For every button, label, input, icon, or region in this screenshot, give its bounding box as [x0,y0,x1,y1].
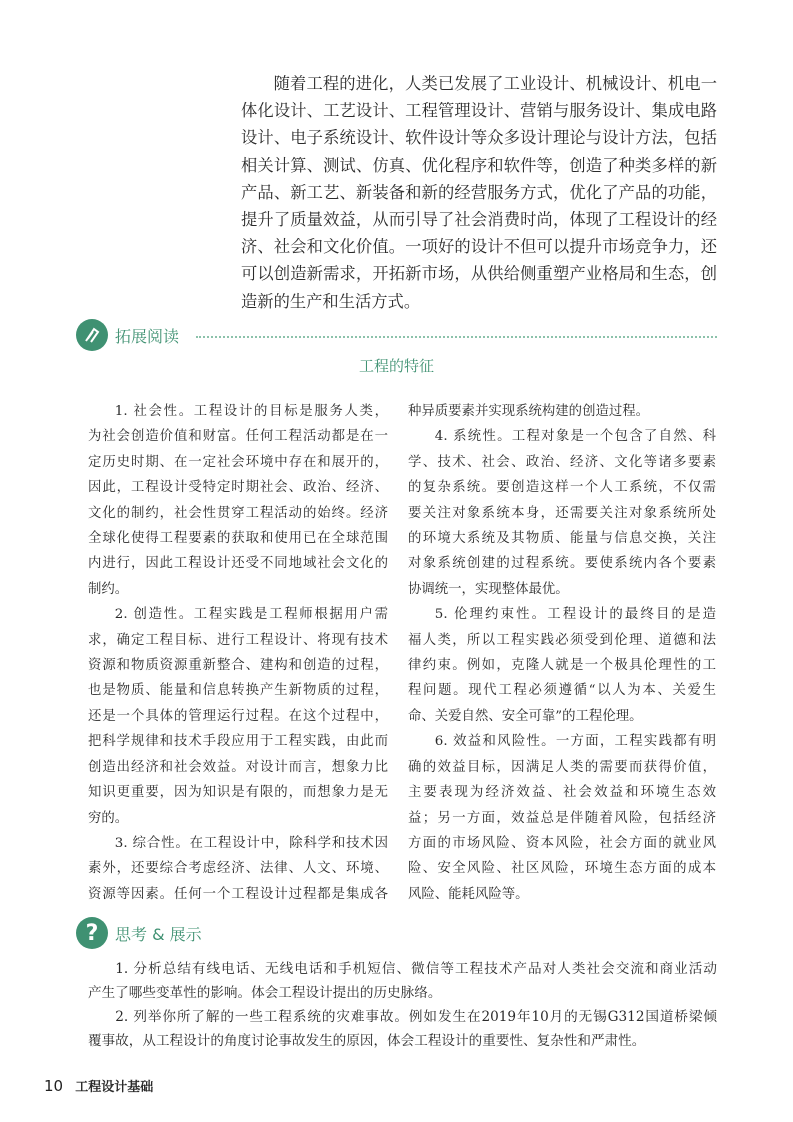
text-line: 济、社会和文化价值。一项好的设计不但可以提升市场竞争力，还 [241,237,717,257]
text-line: 内进行，因此工程设计还受不同地域社会文化的 [88,556,388,572]
text-line: 也是物质、能量和信息转换产生新物质的过程， [88,683,388,699]
text-line: 对象系统创建的过程系统。要使系统内各个要素 [408,556,716,572]
paragraph [88,399,388,602]
text-line: 福人类，所以工程实践必须受到伦理、道德和法 [408,632,716,648]
text-line: 险、安全风险、社区风险，环境生态方面的成本 [408,861,716,877]
text-line: 随着工程的进化，人类已发展了工业设计、机械设计、机电一 [273,74,717,93]
text-line: 产生了哪些变革性的影响。体会工程设计提出的历史脉络。 [88,985,442,1001]
text-line: 种异质要素并实现系统构建的创造过程。 [408,404,650,419]
text-line: 知识更重要，因为知识是有限的，而想象力是无 [88,785,388,801]
paragraph [88,1005,717,1053]
text-line: 文化的制约，社会性贯穿工程活动的始终。经济 [88,505,388,521]
text-line: 协调统一，实现整体最优。 [408,581,569,597]
text-line: 命、关爱自然、安全可靠”的工程伦理。 [408,708,643,724]
text-line: 为社会创造价值和财富。任何工程活动都是在一 [88,429,388,445]
page-number: 10 [44,1077,64,1095]
text-line: 设计、电子系统设计、软件设计等众多设计理论与设计方法，包括 [241,128,717,148]
text-line: 资源和物质资源重新整合、建构和创造的过程， [88,658,388,674]
extended-reading-header [76,319,179,351]
text-line: 相关计算、测试、仿真、优化程序和软件等，创造了种类多样的新 [241,155,717,175]
paragraph [408,424,716,602]
text-line: 定历史时期、在一定社会环境中存在和展开的， [88,454,388,470]
text-line: 2. 创造性。工程实践是工程师根据用户需 [114,607,388,623]
section-title: 工程的特征 [358,357,434,375]
text-line: 主要表现为经济效益、社会效益和环境生态效 [408,785,716,801]
text-line: 1. 社会性。工程设计的目标是服务人类， [114,404,388,419]
think-show-header [76,917,202,949]
paragraph [408,729,716,907]
text-line: 还是一个具体的管理运行过程。在这个过程中， [88,708,388,724]
intro-paragraph [241,70,717,315]
text-line: 学、技术、社会、政治、经济、文化等诸多要素 [408,454,716,470]
text-line: 的环境大系统及其物质、能量与信息交换，关注 [408,531,716,547]
text-line: 2. 列举你所了解的一些工程系统的灾难事故。例如发生在2019年10月的无锡G312国道桥梁倾 [115,1009,717,1025]
paperclip-book-icon [76,319,108,351]
page-footer [44,1076,153,1095]
text-line: 3. 综合性。在工程设计中，除科学和技术因 [114,835,388,851]
text-line: 造新的生产和生活方式。 [241,291,421,311]
text-line: 穷的。 [88,810,129,826]
text-line: 覆事故，从工程设计的角度讨论事故发生的原因，体会工程设计的重要性、复杂性和严肃性。 [88,1033,646,1049]
paragraph [88,831,388,907]
paragraph [88,957,717,1005]
text-line: 体化设计、工艺设计、工程管理设计、营销与服务设计、集成电路 [241,101,717,121]
text-line: 益；另一方面，效益总是伴随着风险，包括经济 [408,810,716,826]
think-questions [88,957,717,1053]
right-column [408,399,716,907]
text-line: 全球化使得工程要素的获取和使用已在全球范围 [88,531,388,547]
text-line: 律约束。例如，克隆人就是一个极具伦理性的工 [408,658,716,674]
text-line: 1. 分析总结有线电话、无线电话和手机短信、微信等工程技术产品对人类社会交流和商业活动 [115,961,717,977]
text-line: 制约。 [88,581,129,597]
text-line: 创造出经济和社会效益。对设计而言，想象力比 [88,759,388,775]
text-line: 风险、能耗风险等。 [408,886,529,902]
extended-reading-heading: 拓展阅读 [115,326,180,346]
text-line: 确的效益目标，因满足人类的需要而获得价值， [408,759,716,775]
text-line: 提升了质量效益，从而引导了社会消费时尚，体现了工程设计的经 [241,210,717,230]
text-line: 4. 系统性。工程对象是一个包含了自然、科 [434,429,716,445]
text-line: 5. 伦理约束性。工程设计的最终目的是造 [434,607,716,623]
text-line: 素外，还要综合考虑经济、法律、人文、环境、 [88,861,388,877]
text-line: 求，确定工程目标、进行工程设计、将现有技术 [88,632,388,648]
text-line: 的复杂系统。要创造这样一个人工系统，不仅需 [408,480,716,496]
paragraph [408,602,716,729]
paragraph [408,399,716,424]
book-title: 工程设计基础 [75,1080,154,1095]
text-line: 6. 效益和风险性。一方面，工程实践都有明 [434,734,716,750]
text-line: 产品、新工艺、新装备和新的经营服务方式，优化了产品的功能， [241,182,717,202]
text-line: 把科学规律和技术手段应用于工程实践，由此而 [88,734,388,750]
left-column [88,399,388,907]
question-mark-icon: ? [76,917,108,949]
paragraph [88,602,388,831]
text-line: 方面的市场风险、资本风险，社会方面的就业风 [408,835,716,851]
text-line: 要关注对象系统本身，还需要关注对象系统所处 [408,505,716,521]
text-line: 资源等因素。任何一个工程设计过程都是集成各 [88,886,388,902]
dotted-divider [196,336,717,338]
think-show-heading: 思考 & 展示 [115,924,202,944]
text-line: 因此，工程设计受特定时期社会、政治、经济、 [88,480,388,496]
paragraph [241,70,717,315]
text-line: 程问题。现代工程必须遵循“以人为本、关爱生 [408,683,716,699]
text-line: 可以创造新需求，开拓新市场，从供给侧重塑产业格局和生态，创 [241,264,717,284]
